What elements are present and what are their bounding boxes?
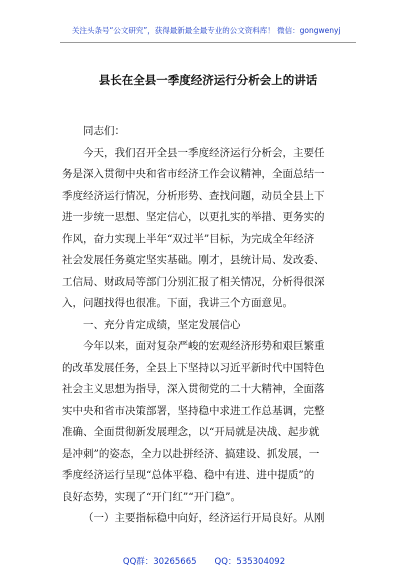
paragraph-line: 入，问题找得也很准。下面，我讲三个方面意见。 [62,297,293,309]
qq-contact-link[interactable]: QQ：535304092 [214,557,286,567]
document-title: 县长在全县一季度经济运行分析会上的讲话 [98,73,318,87]
paragraph-line: 良好态势，实现了“开门红”“开门稳”。 [62,490,241,503]
promo-banner[interactable]: 关注头条号“公文研究”，获得最新最全最专业的公文资料库！ 微信：gongwenyj [72,26,341,35]
paragraph-line: 进一步统一思想、坚定信心，以更扎实的举措、更务实的 [62,211,325,223]
paragraph-line: 季度经济运行呈现“总体平稳、稳中有进、进中提质”的 [62,469,315,481]
paragraph-line: 实中央和省市决策部署，坚持稳中求进工作总基调，完整 [62,404,325,417]
paragraph-line: 社会发展任务奠定坚实基础。刚才，县统计局、发改委、 [62,254,325,266]
paragraph-line: 今年以来，面对复杂严峻的宏观经济形势和艰巨繁重 [83,340,325,352]
paragraph-line: 务是深入贯彻中央和省市经济工作会议精神，全面总结一 [62,168,325,180]
paragraph-line: 季度经济运行情况，分析形势、查找问题，动员全县上下 [62,189,325,202]
header-divider [60,42,356,43]
subsection-heading: （一）主要指标稳中向好，经济运行开局良好。从刚 [83,512,325,524]
paragraph-line: 是冲刺”的姿态，全力以赴拼经济、搞建设、抓发展，一 [62,447,320,460]
section-heading: 一、充分肯定成绩，坚定发展信心 [83,318,241,331]
document-body [62,121,356,530]
paragraph-line: 今天，我们召开全县一季度经济运行分析会，主要任 [83,146,325,159]
paragraph-line: 准确、全面贯彻新发展理念，以“开局就是决战、起步就 [62,426,320,438]
paragraph-line: 社会主义思想为指导，深入贯彻党的二十大精神，全面落 [62,383,325,395]
qq-group-link[interactable]: QQ群：30265665 [122,557,197,567]
paragraph-line: 作风，奋力实现上半年“双过半”目标，为完成全年经济 [62,232,315,245]
salutation: 同志们： [83,125,125,137]
paragraph-line: 工信局、财政局等部门分别汇报了相关情况，分析得很深 [62,275,325,288]
footer-contact [0,556,408,568]
paragraph-line: 的改革发展任务，全县上下坚持以习近平新时代中国特色 [62,361,325,374]
